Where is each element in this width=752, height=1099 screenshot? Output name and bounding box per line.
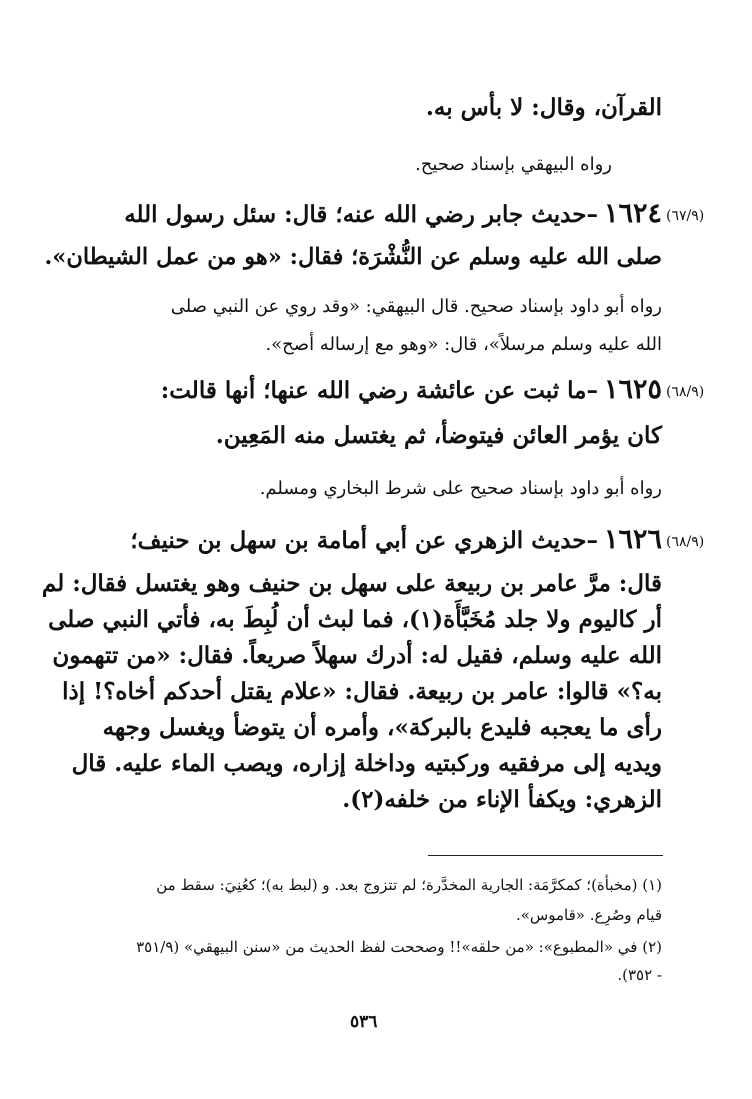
footnote-2-line-2: - ٣٥٢). <box>617 966 662 984</box>
footnote-1-line-1: (١) (مخبأة)؛ كمكرَّمَة: الجارية المخدَّرة؛ لم تتزوج بعد. و (لبط به)؛ كعُنِيَ: سقط من <box>156 876 662 894</box>
hadith-1626-reference: (٦٨/٩) <box>666 534 705 550</box>
footnote-2-line-1: (٢) في «المطبوع»: «من حلقه»!! وصححت لفظ الحديث من «سنن البيهقي» (٣٥١/٩ <box>136 938 662 956</box>
hadith-1624-line-2: صلى الله عليه وسلم عن النُّشْرَة؛ فقال: «هو من عمل الشيطان». <box>44 244 662 270</box>
hadith-1625-source: رواه أبو داود بإسناد صحيح على شرط البخاري ومسلم. <box>259 478 662 499</box>
hadith-1625-line-2: كان يؤمر العائن فيتوضأ، ثم يغتسل منه المَعِين. <box>215 422 662 449</box>
hadith-1626-line-6: رأى ما يعجبه فليدع بالبركة»، وأمره أن يتوضأ ويغسل وجهه <box>102 714 662 741</box>
hadith-1624-line-1 <box>124 198 662 229</box>
hadith-1624-text-1: –حديث جابر رضي الله عنه؛ قال: سئل رسول الله <box>124 201 598 228</box>
hadith-1625-number: ١٦٢٥ <box>603 374 662 405</box>
hadith-1624-reference: (٦٧/٩) <box>666 208 705 224</box>
continuation-source: رواه البيهقي بإسناد صحيح. <box>415 154 612 175</box>
hadith-1626-number: ١٦٢٦ <box>603 524 662 555</box>
hadith-1626-line-8: الزهري: ويكفأ الإناء من خلفه(٢). <box>342 786 662 813</box>
hadith-1625-line-1 <box>161 374 662 405</box>
footnote-1-line-2: قيام وصُرِع. «قاموس». <box>515 906 662 924</box>
hadith-1624-number: ١٦٢٤ <box>603 198 662 229</box>
hadith-1625-reference: (٦٨/٩) <box>666 384 705 400</box>
hadith-1625-text-1: –ما ثبت عن عائشة رضي الله عنها؛ أنها قالت: <box>160 377 598 404</box>
hadith-1626-line-4: الله عليه وسلم، فقيل له: أدرك سهلاً صريعاً. فقال: «من تتهمون <box>52 642 662 669</box>
hadith-1626-line-5: به؟» قالوا: عامر بن ربيعة. فقال: «علام يقتل أحدكم أخاه؟! إذا <box>62 678 662 705</box>
hadith-1626-line-3: أر كاليوم ولا جلد مُخَبَّأَة(١)، فما لبث أن لُبِطَ به، فأتي النبي صلى <box>48 606 662 633</box>
footnote-separator <box>428 855 663 856</box>
hadith-1626-line-2: قال: مرَّ عامر بن ربيعة على سهل بن حنيف وهو يغتسل فقال: لم <box>41 570 662 597</box>
continuation-text: القرآن، وقال: لا بأس به. <box>425 94 662 121</box>
hadith-1626-text-1: –حديث الزهري عن أبي أمامة بن سهل بن حنيف؛ <box>130 527 598 554</box>
hadith-1624-source-1: رواه أبو داود بإسناد صحيح. قال البيهقي: «وقد روي عن النبي صلى <box>170 296 662 317</box>
hadith-1626-line-7: ويديه إلى مرفقيه وركبتيه وداخلة إزاره، ويصب الماء عليه. قال <box>71 750 662 777</box>
hadith-1624-source-2: الله عليه وسلم مرسلاً»، قال: «وهو مع إرساله أصح». <box>265 334 662 355</box>
page-number: ٥٣٦ <box>350 1012 378 1032</box>
hadith-1626-line-1 <box>130 524 662 555</box>
